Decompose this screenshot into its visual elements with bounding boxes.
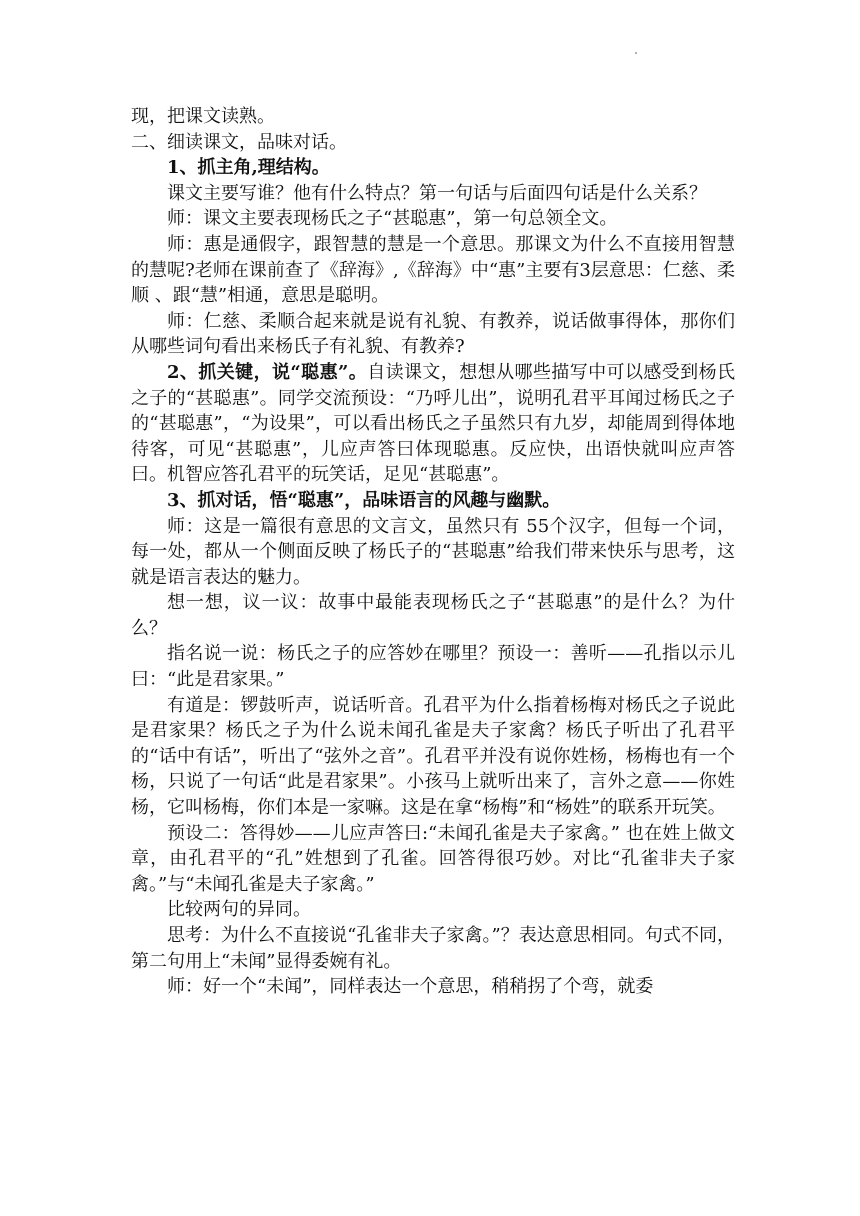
paragraph: 预设二：答得妙——儿应声答曰:“未闻孔雀是夫子家禽。” 也在姓上做文章，由孔君平的“孔”姓想到了孔雀。回答得很巧妙。对比“孔雀非夫子家禽。”与“未闻孔雀是夫子家禽。” (131, 822, 735, 895)
paragraph: 想一想，议一议：故事中最能表现杨氏之子“甚聪惠”的是什么？为什么？ (131, 592, 735, 639)
subheading-1: 1、抓主角,理结构。 (167, 157, 330, 179)
document-body (131, 104, 735, 1000)
paragraph-cut-off: 师：好一个“未闻”，同样表达一个意思，稍稍拐了个弯，就委 (167, 976, 654, 998)
paragraph: 思考：为什么不直接说“孔雀非夫子家禽。”？表达意思相同。句式不同，第二句用上“未闻”显得委婉有礼。 (131, 925, 735, 972)
paragraph: 师：惠是通假字，跟智慧的慧是一个意思。那课文为什么不直接用智慧的慧呢?老师在课前查了《辞海》,《辞海》中“惠”主要有3层意思：仁慈、柔顺 、跟“慧”相通，意思是聪明。 (131, 233, 735, 307)
paragraph-continuation: 现，把课文读熟。 (131, 106, 275, 127)
section-heading-2: 二、细读课文，品味对话。 (131, 131, 347, 153)
subheading-3: 3、抓对话，悟“聪惠”，品味语言的风趣与幽默。 (167, 489, 561, 511)
paragraph: 师：课文主要表现杨氏之子“甚聪惠”，第一句总领全文。 (167, 208, 618, 230)
paragraph-subheading-2 (131, 360, 735, 488)
paragraph: 指名说一说：杨氏之子的应答妙在哪里？预设一：善听——孔指以示儿曰：“此是君家果。” (131, 643, 735, 691)
paragraph: 课文主要写谁？他有什么特点？第一句话与后面四句话是什么关系？ (167, 182, 707, 204)
paragraph-text: 自读课文，想想从哪些描写中可以感受到杨氏之子的“甚聪惠”。同学交流预设：“乃呼儿出”，说明孔君平耳闻过杨氏之子的“甚聪惠”，“为设果”，可以看出杨氏之子虽然只有九岁，却能周到得体地待客，可见“甚聪惠”，儿应声答曰体现聪惠。反应快，出语快就叫应声答曰。机智应答孔君平的玩笑话，足见“甚聪惠”。 (131, 361, 736, 486)
page-marker-dot (635, 52, 637, 54)
paragraph: 师：仁慈、柔顺合起来就是说有礼貌、有教养，说话做事得体，那你们从哪些词句看出来杨氏子有礼貌、有教养? (131, 310, 735, 358)
paragraph: 有道是：锣鼓听声，说话听音。孔君平为什么指着杨梅对杨氏之子说此是君家果？杨氏之子为什么说未闻孔雀是夫子家禽？杨氏子听出了孔君平的“话中有话”，听出了“弦外之音”。孔君平并没有说你姓杨，杨梅也有一个杨，只说了一句话“此是君家果”。小孩马上就听出来了，言外之意——你姓杨，它叫杨梅，你们本是一家嘛。这是在拿“杨梅”和“杨姓”的联系开玩笑。 (131, 694, 735, 819)
paragraph: 师：这是一篇很有意思的文言文，虽然只有 55个汉字，但每一个词，每一处，都从一个侧面反映了杨氏子的“甚聪惠”给我们带来快乐与思考，这就是语言表达的魅力。 (131, 515, 735, 588)
subheading-2: 2、抓关键，说“聪惠”。 (167, 361, 368, 383)
paragraph: 比较两句的异同。 (167, 899, 311, 921)
